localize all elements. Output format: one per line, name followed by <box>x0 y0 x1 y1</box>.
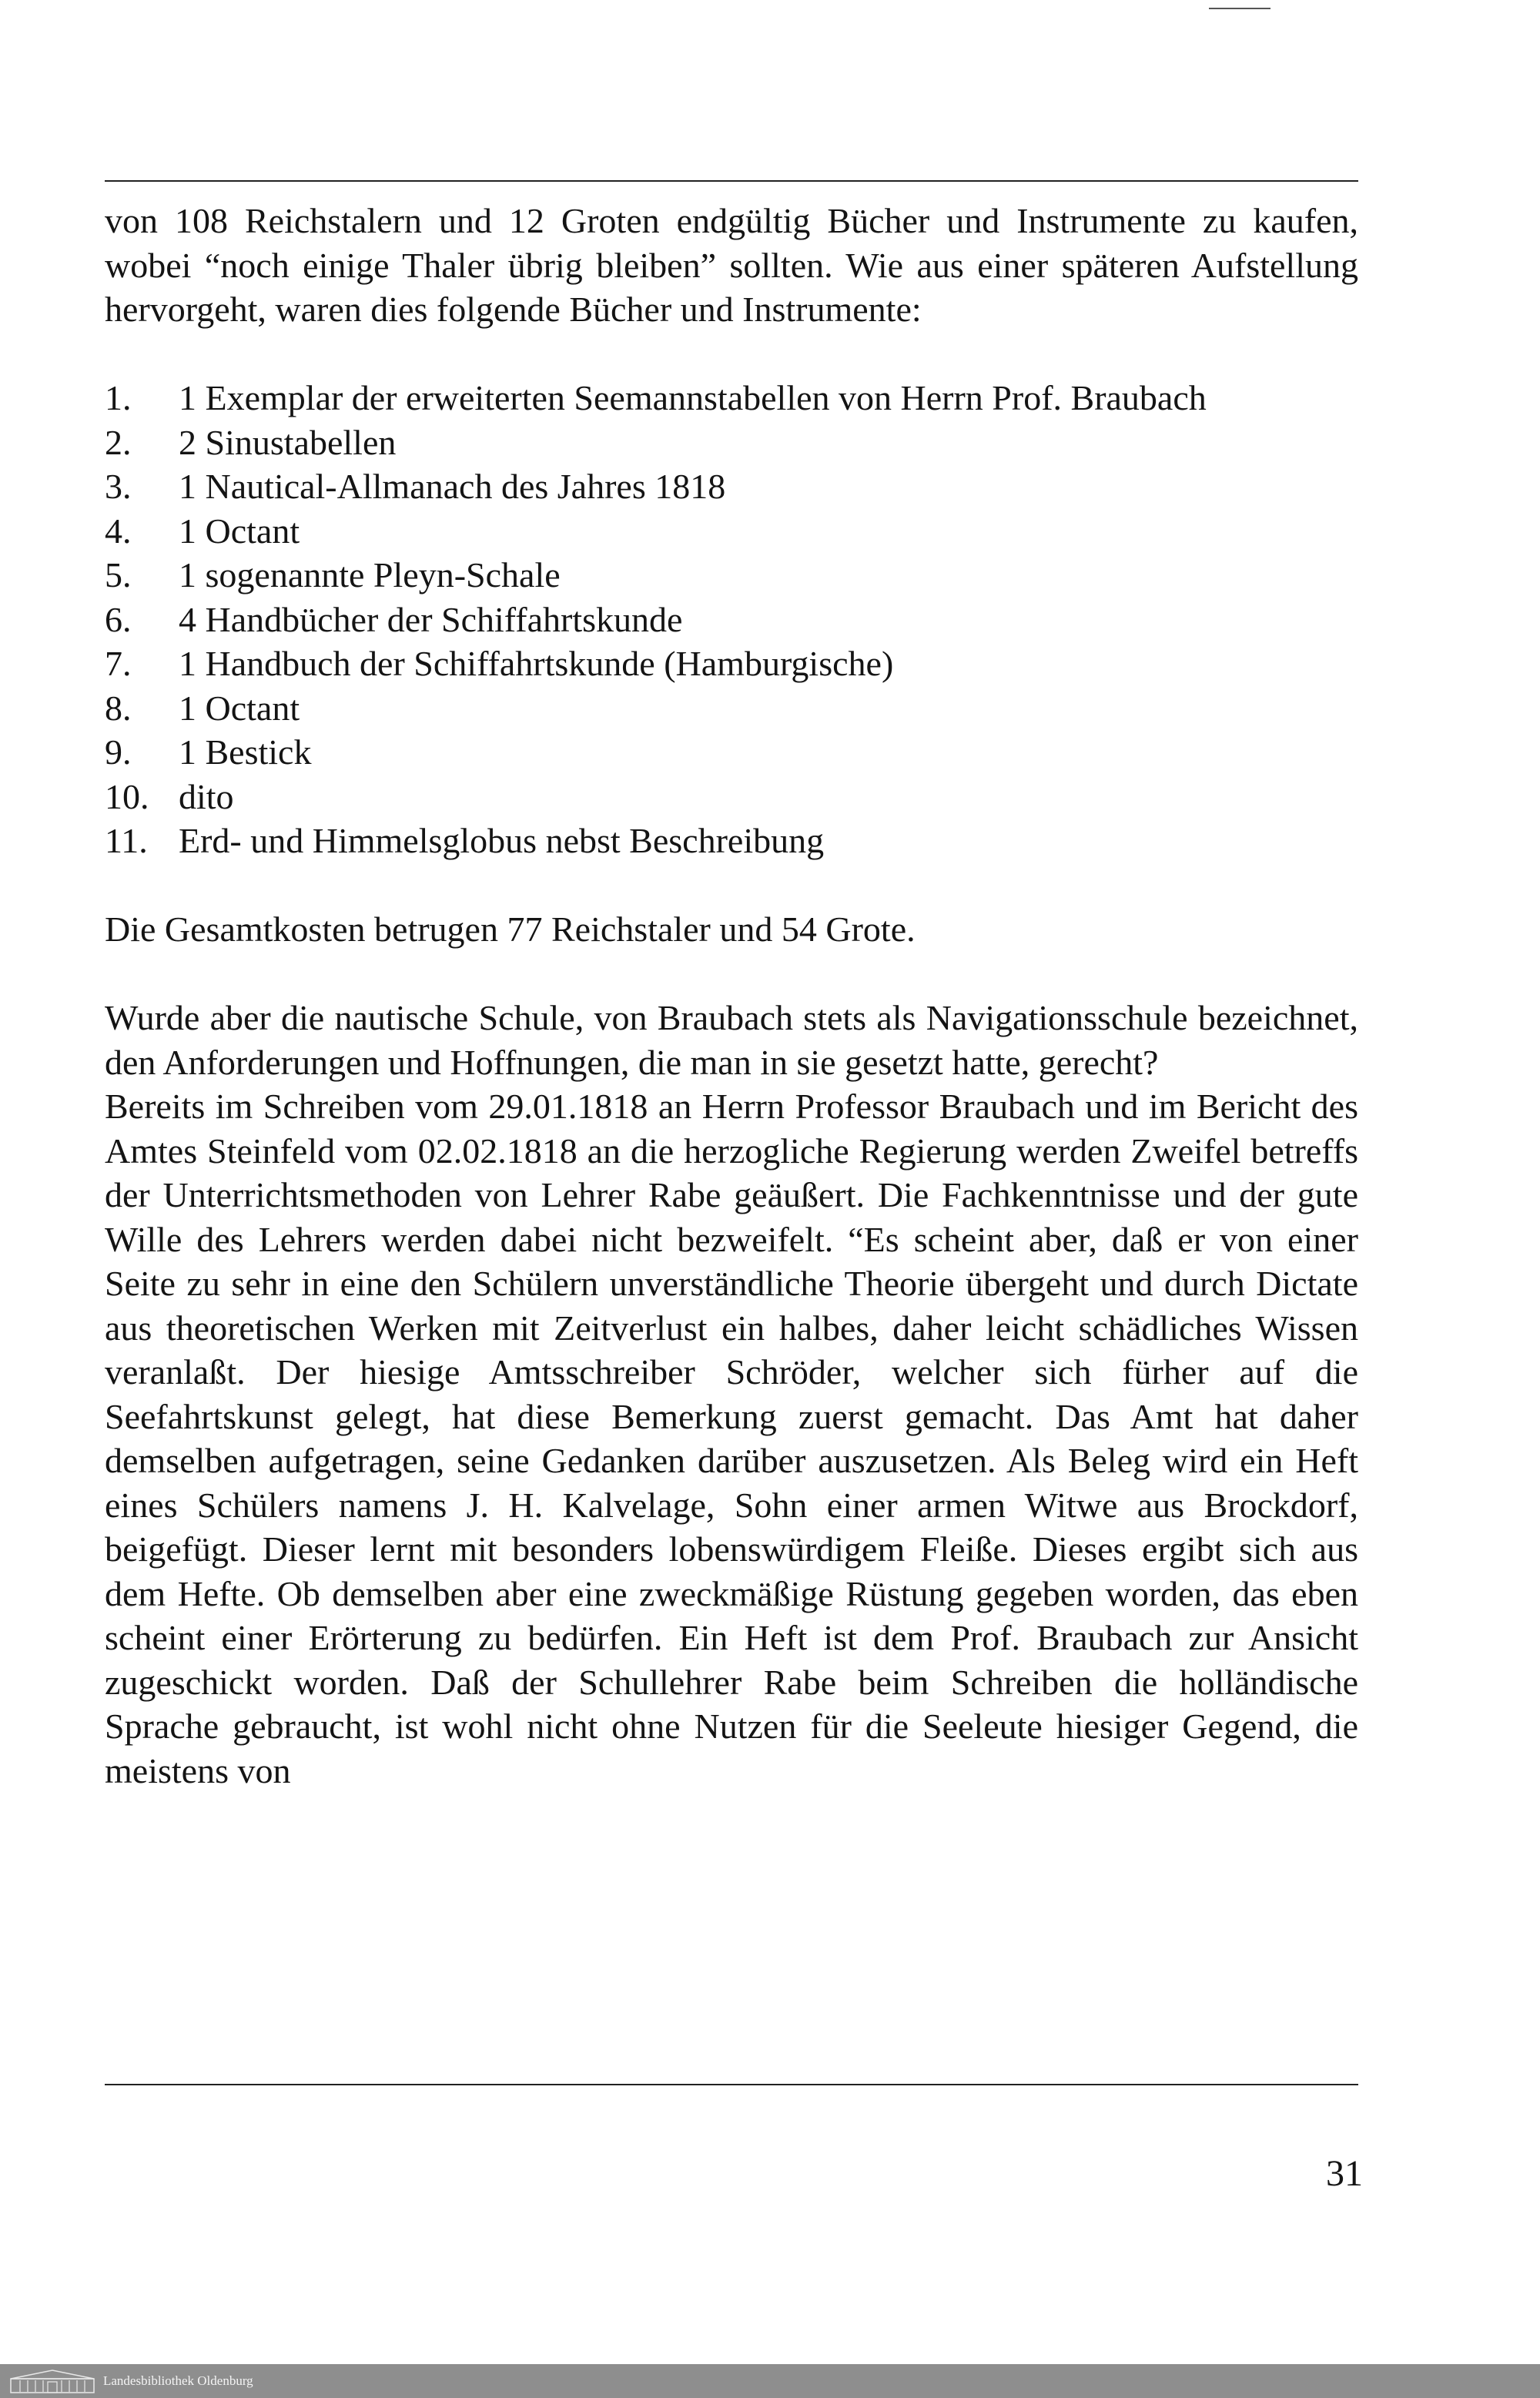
paragraph-4: Bereits im Schreiben vom 29.01.1818 an Herrn Professor Braubach und im Bericht des Amtes Steinfeld vom 02.02.1818 an die herzogliche Regierung werden Zweifel betreffs der Unterrichtsmethoden von Lehrer Rabe geäußert. Die Fachkenntnisse und der gute Wille des Lehrers werden dabei nicht bezweifelt. “Es scheint aber, daß er von einer Seite zu sehr in eine den Schülern unverständliche Theorie übergeht und durch Dictate aus theoretischen Werken mit Zeitverlust ein halbes, daher leicht schädliches Wissen veranlaßt. Der hiesige Amtsschreiber Schröder, welcher sich fürher auf die Seefahrtskunst gelegt, hat diese Bemerkung zuerst gemacht. Das Amt hat daher demselben aufgetragen, seine Gedanken darüber auszusetzen. Als Beleg wird ein Heft eines Schülers namens J. H. Kalvelage, Sohn einer armen Witwe aus Brockdorf, beigefügt. Dieser lernt mit besonders lobenswürdigem Fleiße. Dieses ergibt sich aus dem Hefte. Ob demselben aber eine zweckmäßige Rüstung gegeben worden, das eben scheint einer Erörterung zu bedürfen. Ein Heft ist dem Prof. Braubach zur Ansicht zugeschickt worden. Daß der Schullehrer Rabe beim Schreiben die holländische Sprache gebraucht, ist wohl nicht ohne Nutzen für die Seeleute hiesiger Gegend, die meistens von <box>105 1087 1358 1790</box>
paragraph-3: Wurde aber die nautische Schule, von Braubach stets als Navigationsschule bezeichnet, den Anforderungen und Hoffnungen, die man in sie gesetzt hatte, gerecht? <box>105 998 1358 1082</box>
spacer <box>105 863 1358 908</box>
list-item <box>105 686 1358 731</box>
list-item-text: 1 sogenannte Pleyn-Schale <box>179 555 561 594</box>
list-item <box>105 819 1358 863</box>
list-item <box>105 376 1358 420</box>
list-item-number: 3. <box>105 467 132 506</box>
spacer <box>105 332 1358 377</box>
list-item-number: 1. <box>105 378 132 417</box>
list-item-number: 10. <box>105 776 149 816</box>
list-item-number: 6. <box>105 599 132 639</box>
list-item-text: 1 Nautical-Allmanach des Jahres 1818 <box>179 467 726 506</box>
list-item-text: 1 Octant <box>179 511 300 551</box>
list-item-number: 7. <box>105 644 132 683</box>
list-item-text: 2 Sinustabellen <box>179 422 397 462</box>
footer-rule <box>105 2084 1358 2085</box>
list-item-text: 1 Octant <box>179 688 300 728</box>
library-building-icon <box>9 2368 95 2394</box>
page-number: 31 <box>1326 2153 1363 2194</box>
list-item <box>105 553 1358 598</box>
top-edge-mark <box>1209 8 1270 9</box>
header-rule <box>105 180 1358 182</box>
list-item <box>105 598 1358 642</box>
list-item <box>105 730 1358 775</box>
list-item <box>105 509 1358 554</box>
list-item-number: 11. <box>105 821 148 860</box>
paragraph-2: Die Gesamtkosten betrugen 77 Reichstaler und 54 Grote. <box>105 909 916 949</box>
list-item-text: Erd- und Himmelsglobus nebst Beschreibung <box>179 821 825 860</box>
list-item <box>105 641 1358 686</box>
list-item <box>105 775 1358 819</box>
list-item-number: 8. <box>105 688 132 728</box>
list-item-number: 5. <box>105 555 132 594</box>
list-item-number: 2. <box>105 422 132 462</box>
list-item-number: 9. <box>105 732 132 772</box>
list-item <box>105 420 1358 465</box>
instrument-list <box>105 376 1358 863</box>
list-item-text: 1 Bestick <box>179 732 312 772</box>
list-item-text: 4 Handbücher der Schiffahrtskunde <box>179 599 683 639</box>
page-content <box>105 199 1358 1793</box>
list-item-text: 1 Handbuch der Schiffahrtskunde (Hamburgische) <box>179 644 894 683</box>
paragraph-1: von 108 Reichstalern und 12 Groten endgültig Bücher und Instrumente zu kaufen, wobei “noch einige Thaler übrig bleiben” sollten. Wie aus einer späteren Aufstellung hervorgeht, waren dies folgende Bücher und Instrumente: <box>105 201 1358 329</box>
list-item <box>105 464 1358 509</box>
list-item-number: 4. <box>105 511 132 551</box>
spacer <box>105 952 1358 996</box>
library-footer-bar <box>0 2364 1540 2398</box>
list-item-text: 1 Exemplar der erweiterten Seemannstabellen von Herrn Prof. Braubach <box>179 378 1207 417</box>
library-name: Landesbibliothek Oldenburg <box>103 2373 253 2388</box>
list-item-text: dito <box>179 776 234 816</box>
